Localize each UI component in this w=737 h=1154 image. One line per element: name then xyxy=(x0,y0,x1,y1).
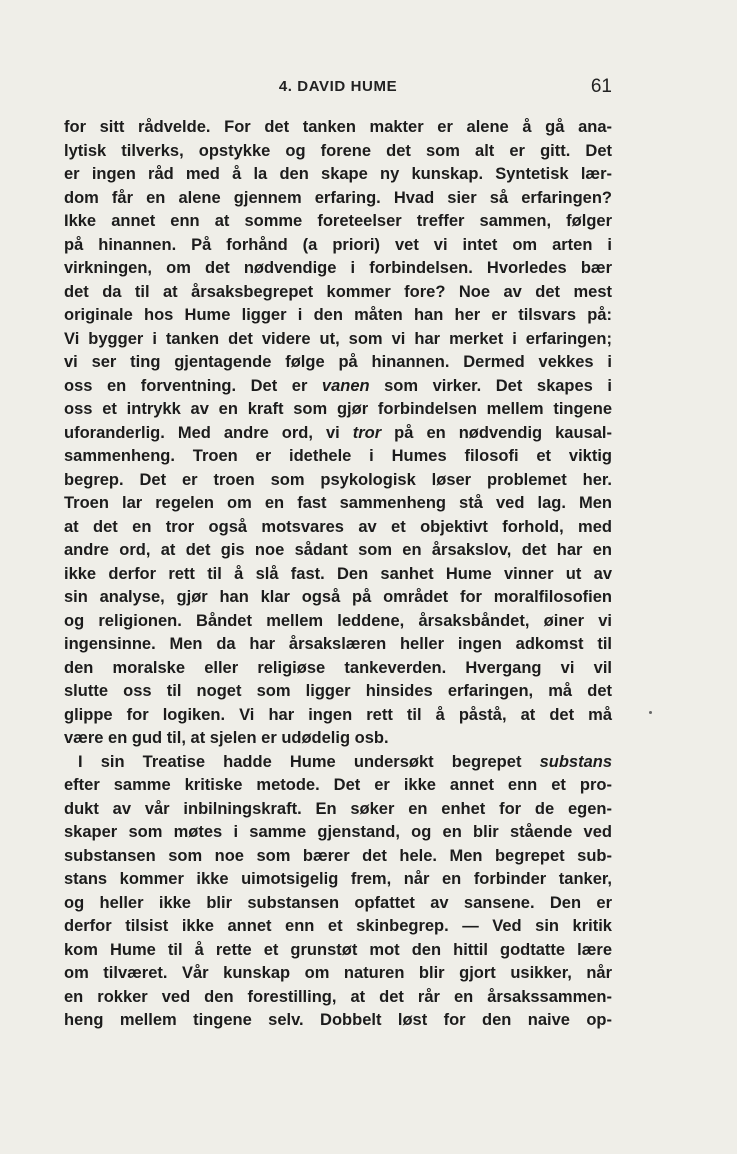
text-line: andre ord, at det gis noe sådant som en årsakslov, det har en xyxy=(64,541,612,559)
page-number: 61 xyxy=(590,76,612,97)
text-segment: uforanderlig. Med andre ord, vi xyxy=(64,423,353,442)
italic-term: substans xyxy=(539,752,612,771)
text-segment: oss en forventning. Det er xyxy=(64,376,322,395)
text-line: dom får en alene gjennem erfaring. Hvad sier så erfaringen? xyxy=(64,188,612,207)
text-line: oss et intrykk av en kraft som gjør forbindelsen mellem tingene xyxy=(64,400,612,418)
text-line xyxy=(64,375,612,399)
text-line: sammenheng. Troen er idethele i Humes filosofi et viktig xyxy=(64,447,612,465)
paper-speck xyxy=(649,711,652,714)
text-line: det da til at årsaksbegrepet kommer fore? Noe av det mest xyxy=(64,282,612,301)
text-line: efter samme kritiske metode. Det er ikke annet enn et pro- xyxy=(64,776,612,794)
text-line: om tilværet. Vår kunskap om naturen blir gjort usikker, når xyxy=(64,964,612,982)
text-line: at det en tror også motsvares av et objektivt forhold, med xyxy=(64,517,612,536)
text-line: Troen lar regelen om en fast sammenheng stå ved lag. Men xyxy=(64,494,612,512)
text-line: ingensinne. Men da har årsakslæren heller ingen adkomst til xyxy=(64,635,612,653)
text-line xyxy=(64,751,612,775)
text-line xyxy=(64,422,612,446)
text-line: og religionen. Båndet mellem leddene, årsaksbåndet, øiner vi xyxy=(64,611,612,630)
text-line: skaper som møtes i samme gjenstand, og en blir stående ved xyxy=(64,823,612,841)
text-line: glippe for logiken. Vi har ingen rett til å påstå, at det må xyxy=(64,705,612,724)
body-text xyxy=(64,116,612,1033)
text-line: substansen som noe som bærer det hele. Men begrepet sub- xyxy=(64,846,612,865)
text-segment: på en nødvendig kausal- xyxy=(381,423,612,442)
text-line: Ikke annet enn at somme foreteelser treffer sammen, følger xyxy=(64,212,612,230)
text-line: for sitt rådvelde. For det tanken makter er alene å gå ana- xyxy=(64,118,612,136)
text-line: derfor tilsist ikke annet enn et skinbegrep. — Ved sin kritik xyxy=(64,917,612,935)
italic-term: vanen xyxy=(321,376,370,395)
text-line: være en gud til, at sjelen er udødelig osb. xyxy=(64,729,389,747)
text-line: dukt av vår inbilningskraft. En søker en enhet for de egen- xyxy=(64,799,612,818)
text-line: vi ser ting gjentagende følge på hinannen. Dermed vekkes i xyxy=(64,353,612,371)
text-line: heng mellem tingene selv. Dobbelt løst for den naive op- xyxy=(64,1011,612,1029)
text-segment: I sin Treatise hadde Hume undersøkt begrepet xyxy=(78,752,540,771)
text-line: ikke derfor rett til å slå fast. Den sanhet Hume vinner ut av xyxy=(64,564,612,583)
italic-term: tror xyxy=(352,423,382,442)
text-line: stans kommer ikke uimotsigelig frem, når en forbinder tanker, xyxy=(64,870,612,888)
text-line: kom Hume til å rette et grunstøt mot den hittil godtatte lære xyxy=(64,940,612,959)
text-line: begrep. Det er troen som psykologisk løser problemet her. xyxy=(64,470,612,489)
text-line: originale hos Hume ligger i den måten han her er tilsvars på: xyxy=(64,306,612,324)
text-line: sin analyse, gjør han klar også på området for moralfilosofien xyxy=(64,588,612,606)
text-line: slutte oss til noget som ligger hinsides erfaringen, må det xyxy=(64,682,612,700)
text-line: Vi bygger i tanken det videre ut, som vi har merket i erfaringen; xyxy=(64,329,612,348)
running-head: 4. DAVID HUME xyxy=(278,78,398,95)
page-header xyxy=(64,74,612,102)
text-line: og heller ikke blir substansen opfattet av sansene. Den er xyxy=(64,893,612,912)
text-line: virkningen, om det nødvendige i forbindelsen. Hvorledes bær xyxy=(64,259,612,277)
text-line: er ingen råd med å la den skape ny kunskap. Syntetisk lær- xyxy=(64,165,612,183)
text-segment: som virker. Det skapes i xyxy=(369,376,612,395)
text-line: på hinannen. På forhånd (a priori) vet vi intet om arten i xyxy=(64,235,612,254)
text-line: lytisk tilverks, opstykke og forene det som alt er gitt. Det xyxy=(64,141,612,160)
text-line: en rokker ved den forestilling, at det rår en årsakssammen- xyxy=(64,987,612,1006)
text-line: den moralske eller religiøse tankeverden. Hvergang vi vil xyxy=(64,658,612,677)
